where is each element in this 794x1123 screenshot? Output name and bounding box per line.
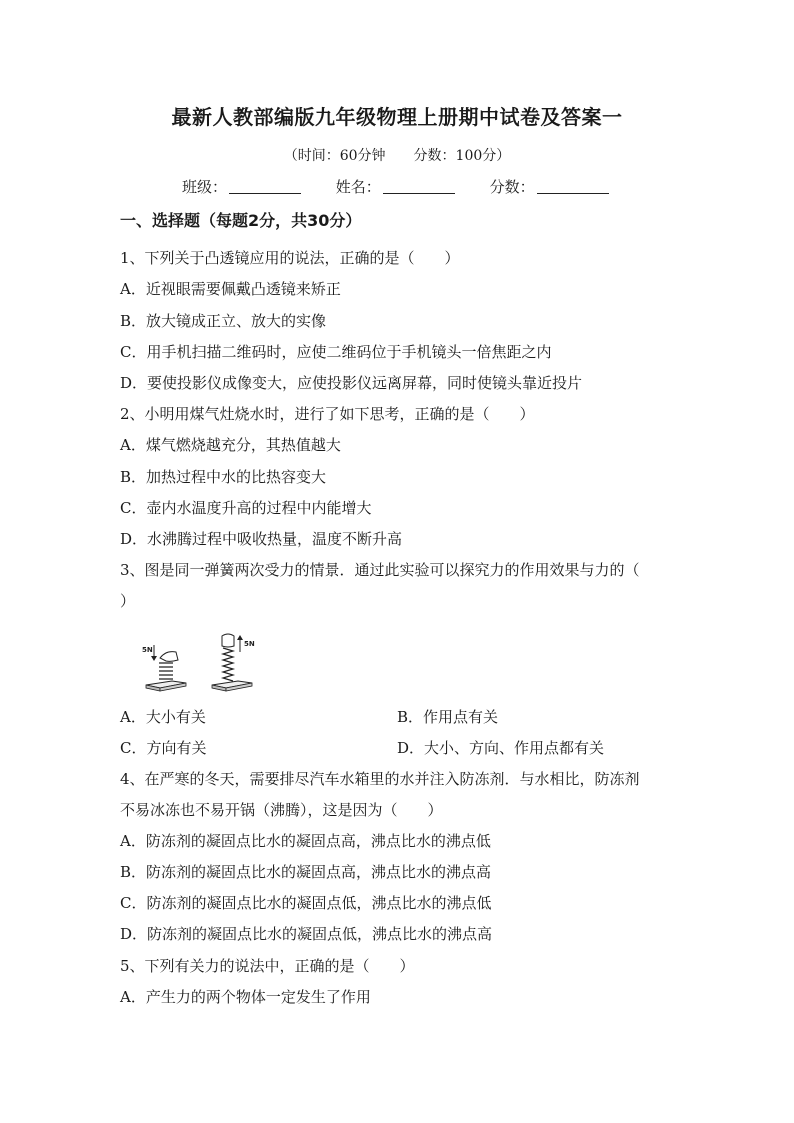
q1-stem: 1、下列关于凸透镜应用的说法，正确的是（ ） [120,249,460,267]
q1-option-d: D．要使投影仪成像变大，应使投影仪远离屏幕，同时使镜头靠近投片 [120,374,583,392]
force-label-left: 5N [142,646,153,654]
score-field [490,176,609,197]
stretched-spring-illustration [212,634,255,691]
name-field [336,176,455,197]
q2-option-c: C．壶内水温度升高的过程中内能增大 [120,499,372,517]
q4-stem-line1: 4、在严寒的冬天，需要排尽汽车水箱里的水并注入防冻剂．与水相比，防冻剂 [120,770,640,788]
exam-title: 最新人教部编版九年级物理上册期中试卷及答案一 [171,105,623,129]
q3-stem-line1: 3、图是同一弹簧两次受力的情景．通过此实验可以探究力的作用效果与力的（ [120,561,640,579]
exam-subtitle [0,145,794,165]
spring-figure [138,632,268,694]
class-blank [229,179,301,194]
q2-stem: 2、小明用煤气灶烧水时，进行了如下思考，正确的是（ ） [120,405,535,423]
q1-option-b: B．放大镜成正立、放大的实像 [120,312,327,330]
name-blank [383,179,455,194]
score-blank [537,179,609,194]
q1-option-c: C．用手机扫描二维码时，应使二维码位于手机镜头一倍焦距之内 [120,343,552,361]
section-heading: 一、选择题（每题2分，共30分） [120,211,362,230]
q3-stem-line2: ） [120,592,136,610]
arrow-head-up [237,635,243,640]
exam-total-score: 分数：100分） [413,148,511,164]
q4-option-d: D．防冻剂的凝固点比水的凝固点低，沸点比水的沸点高 [120,925,493,943]
exam-time: （时间：60分钟 [283,148,386,164]
q4-stem-line2: 不易冰冻也不易开锅（沸腾），这是因为（ ） [120,801,443,819]
name-label: 姓名： [335,178,381,196]
q4-option-b: B．防冻剂的凝固点比水的凝固点高，沸点比水的沸点高 [120,863,492,881]
q4-option-c: C．防冻剂的凝固点比水的凝固点低，沸点比水的沸点低 [120,894,492,912]
q5-option-a: A．产生力的两个物体一定发生了作用 [120,988,371,1006]
score-label: 分数： [489,178,535,196]
q1-option-a: A．近视眼需要佩戴凸透镜来矫正 [120,280,341,298]
class-field [182,176,301,197]
spring-coils-right [223,648,233,681]
arrow-head-down [151,656,157,661]
q3-option-d: D．大小、方向、作用点都有关 [397,739,605,757]
spring-coils-left [159,663,173,679]
q5-stem: 5、下列有关力的说法中，正确的是（ ） [120,957,415,975]
q3-option-c: C．方向有关 [120,739,207,757]
student-info-row [182,176,639,197]
q3-option-a: A．大小有关 [120,708,206,726]
q2-option-b: B．加热过程中水的比热容变大 [120,468,327,486]
q3-option-b: B．作用点有关 [397,708,499,726]
compressed-spring-illustration [142,645,186,691]
hand-left [160,652,178,662]
force-label-right: 5N [244,640,255,648]
hand-right [222,634,234,647]
q2-option-d: D．水沸腾过程中吸收热量，温度不断升高 [120,530,403,548]
class-label: 班级： [182,178,228,196]
q2-option-a: A．煤气燃烧越充分，其热值越大 [120,436,341,454]
q4-option-a: A．防冻剂的凝固点比水的凝固点高，沸点比水的沸点低 [120,832,491,850]
